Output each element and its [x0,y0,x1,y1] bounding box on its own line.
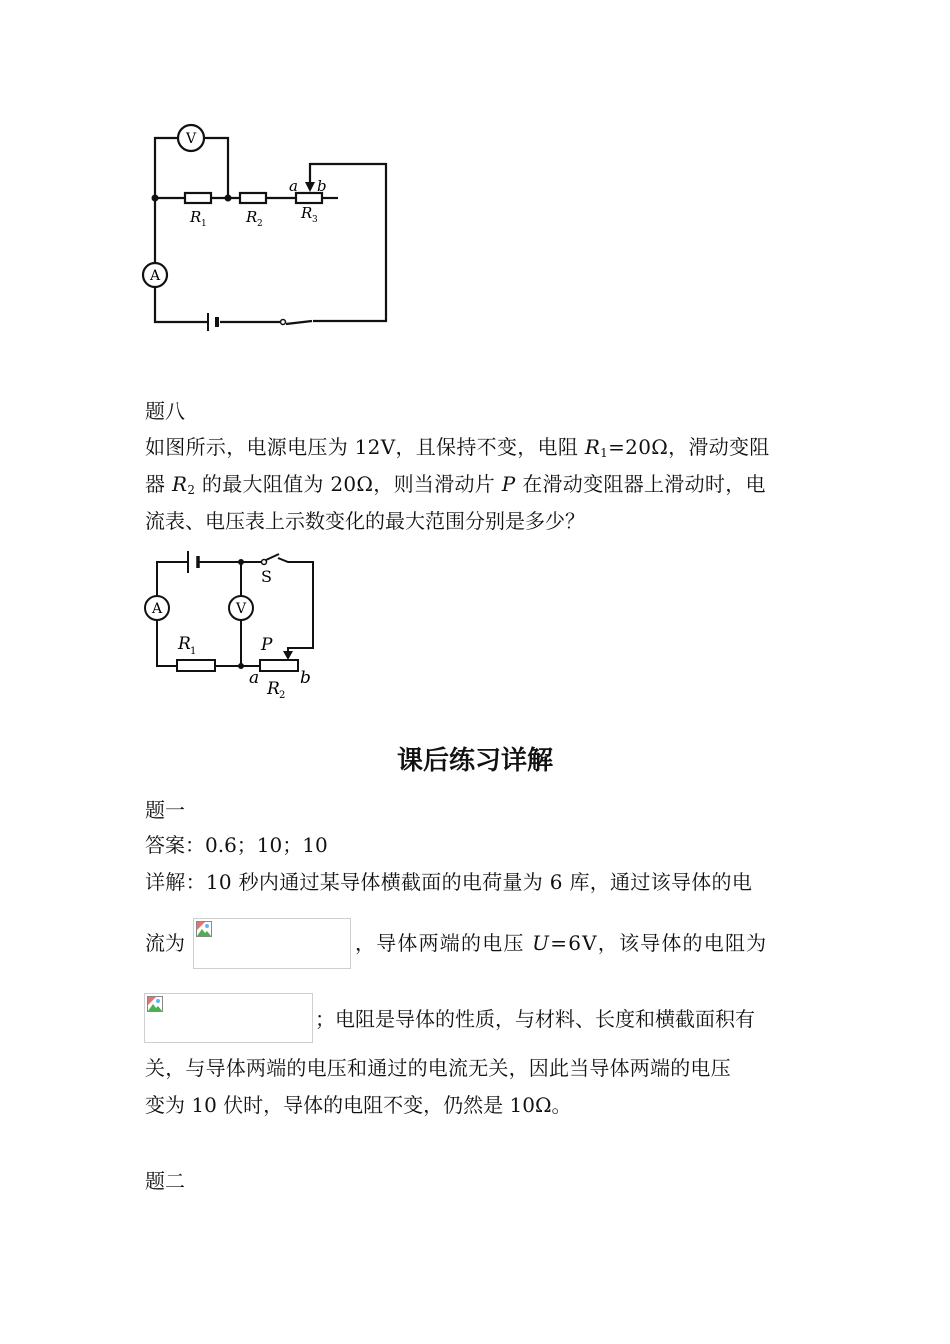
ammeter-label: A [149,268,161,284]
slider-arrow [283,651,293,660]
ammeter-label: A [151,601,163,617]
r1-label: R [190,208,202,226]
r2-label: R [246,208,258,226]
formula-image-resistance [144,993,313,1043]
q8-line1: 如图所示，电源电压为 12V，且保持不变，电阻 $R_1=20\Omega$，滑动变阻 [145,435,770,460]
q1-detail-line5: 变为 10 伏时，导体的电阻不变，仍然是 10Ω。 [145,1093,572,1117]
q1-detail-line1: 详解：10 秒内通过某导体横截面的电荷量为 6 库，通过该导体的电 [145,870,753,894]
broken-image-icon [196,921,212,937]
r3-sub: 3 [312,215,318,225]
terminal-b-label: b [300,668,311,688]
circuit-diagram-2 [140,548,330,700]
q1-answer: 答案：0.6；10；10 [145,833,328,857]
r2-label: R [267,679,280,699]
terminal-a-label: a [249,668,260,688]
r1-sub: 1 [190,646,197,657]
broken-image-icon [147,996,163,1012]
r2-sub: 2 [279,690,286,700]
r2-sub: 2 [257,219,263,229]
q8-line3: 流表、电压表上示数变化的最大范围分别是多少？ [145,509,585,533]
q1-detail-line2-end: ，导体两端的电压 U=6V，该导体的电阻为 [355,931,768,955]
q8-heading: 题八 [145,399,185,423]
slider-p-label: P [261,635,273,655]
resistor-r1 [185,193,211,203]
resistor-r2 [260,660,298,671]
formula-image-current [193,918,351,969]
q1-detail-line3: ；电阻是导体的性质，与材料、长度和横截面积有 [315,1007,755,1031]
q2-heading: 题二 [145,1169,185,1193]
voltmeter-label: V [235,601,247,617]
resistor-r1 [177,660,215,671]
circuit-diagram-1 [130,118,400,333]
q1-heading: 题一 [145,798,185,822]
section-title: 课后练习详解 [396,746,553,776]
r3-label: R [301,204,313,222]
q1-detail-line2-start: 流为 [145,931,185,955]
q1-detail-line4: 关，与导体两端的电压和通过的电流无关，因此当导体两端的电压 [145,1056,731,1080]
voltmeter-label: V [185,131,197,147]
terminal-b-label: b [317,177,327,195]
r1-label: R [178,634,191,654]
terminal-a-label: a [289,177,298,195]
switch-label: S [261,567,272,586]
slider-arrow [305,182,315,192]
resistor-r2 [240,193,266,203]
r1-sub: 1 [201,219,207,229]
q8-line2: 器 $R_2$ 的最大阻值为 20Ω，则当滑动片 P 在滑动变阻器上滑动时，电 [145,472,766,497]
